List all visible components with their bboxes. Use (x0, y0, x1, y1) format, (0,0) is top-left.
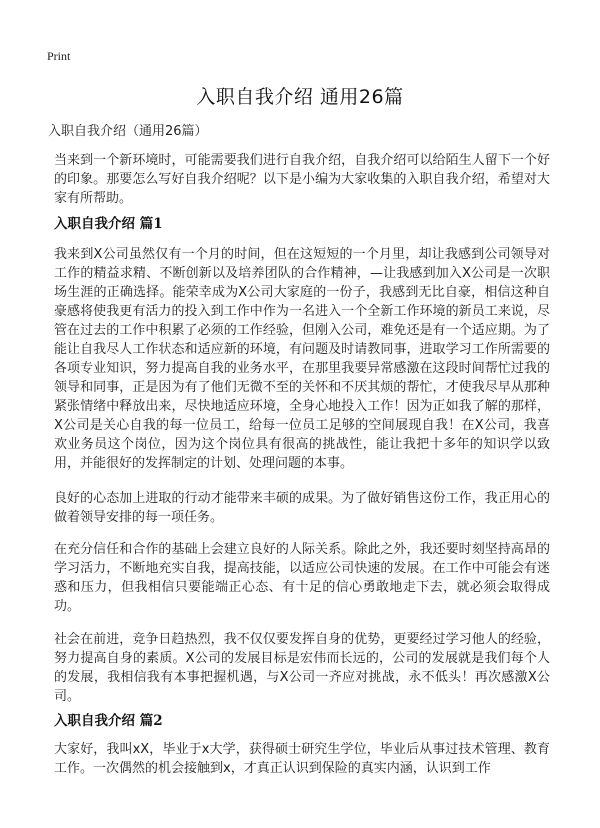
section-2-paragraph-1 (54, 740, 550, 778)
intro-paragraph (54, 151, 550, 208)
section-heading-1: 入职自我介绍 篇1 (54, 216, 163, 232)
document-title: 入职自我介绍 通用26篇 (196, 86, 404, 108)
section-1-paragraph-1 (54, 245, 550, 473)
paragraph-text: 良好的心态加上进取的行动才能带来丰硕的成果。为了做好销售这份工作，我正用心的做着领导安排的每一项任务。 (54, 491, 550, 525)
paragraph-text: 我来到X公司虽然仅有一个月的时间，但在这短短的一个月里，却让我感到公司领导对工作的精益求精、不断创新以及培养团队的合作精神，—让我感到加入X公司是一次职场生涯的正确选择。能荣幸成为X公司大家庭的一份子，我感到无比自豪，相信这种自豪感将使我更有活力的投入到工作中作为一名进入一个全新工作环境的新员工来说，尽管在过去的工作中积累了必须的工作经验，但刚入公司，难免还是有一个适应期。为了能让自我尽人工作状态和适应新的环境，有问题及时请教同事，进取学习工作所需要的各项专业知识，努力提高自我的业务水平，在那里我要异常感激在这段时间帮忙过我的领导和同事，正是因为有了他们无微不至的关怀和不厌其烦的帮忙，才使我尽早从那种紧张情绪中释放出来，尽快地适应环境，全身心地投入工作！因为正如我了解的那样，X公司是关心自我的每一位员工，给每一位员工足够的空间展现自我！在X公司，我喜欢业务员这个岗位，因为这个岗位具有很高的挑战性，能让我把十多年的知识学以致用，并能很好的发挥制定的计划、处理问题的本事。 (54, 247, 550, 471)
paragraph-text: 社会在前进，竞争日趋热烈，我不仅仅要发挥自身的优势，更要经过学习他人的经验，努力提高自身的素质。X公司的发展目标是宏伟而长远的，公司的发展就是我们每个人的发展，我相信我有本事把握机遇，与X公司一齐应对挑战，永不低头！再次感激X公司。 (54, 632, 550, 704)
print-label: Print (47, 49, 71, 63)
section-heading-2: 入职自我介绍 篇2 (54, 713, 163, 729)
intro-text: 当来到一个新环境时，可能需要我们进行自我介绍，自我介绍可以给陌生人留下一个好的印象。那要怎么写好自我介绍呢？以下是小编为大家收集的入职自我介绍，希望对大家有所帮助。 (54, 153, 550, 206)
section-1-paragraph-4 (54, 630, 550, 706)
document-subtitle: 入职自我介绍（通用26篇） (48, 124, 208, 139)
section-1-paragraph-2 (54, 489, 550, 527)
paragraph-text: 大家好，我叫xX，毕业于x大学，获得硕士研究生学位，毕业后从事过技术管理、教育工作。一次偶然的机会接触到x，才真正认识到保险的真实内涵，认识到工作 (54, 742, 550, 776)
section-1-paragraph-3 (54, 540, 550, 616)
paragraph-text: 在充分信任和合作的基础上会建立良好的人际关系。除此之外，我还要时刻坚持高昂的学习活力，不断地充实自我，提高技能，以适应公司快速的发展。在工作中可能会有迷惑和压力，但我相信只要能端正心态、有十足的信心勇敢地走下去，就必须会取得成功。 (54, 542, 550, 614)
